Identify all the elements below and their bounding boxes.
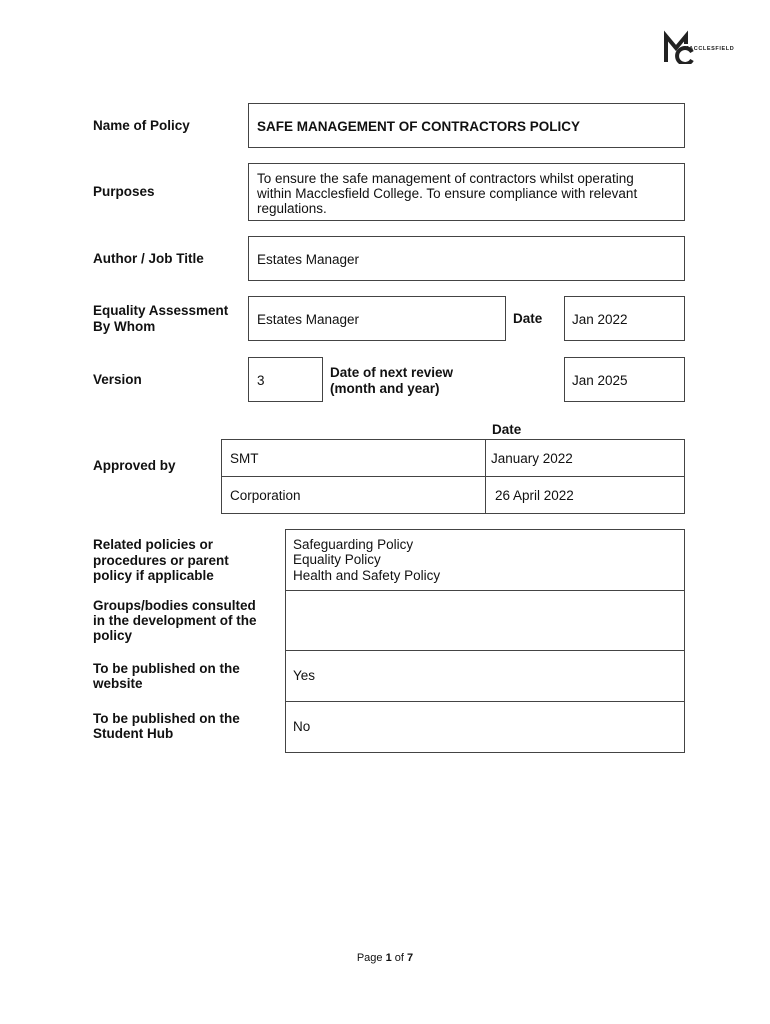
published-hub-label: Student Hub — [93, 726, 174, 741]
equality-date-label: Date — [513, 311, 543, 326]
version-value: 3 — [257, 373, 265, 388]
details-table — [285, 529, 685, 753]
purposes-box — [248, 163, 685, 221]
author-value: Estates Manager — [257, 252, 360, 267]
purposes-line: within Macclesfield College. To ensure compliance with relevant — [257, 186, 638, 201]
page-prefix: Page — [356, 952, 383, 964]
page-number — [0, 952, 770, 964]
equality-label: By Whom — [93, 319, 156, 334]
related-policy-item: Health and Safety Policy — [293, 568, 441, 583]
approved-column-divider — [485, 440, 486, 513]
related-policies-label: Related policies or — [93, 537, 214, 552]
approved-date: 26 April 2022 — [495, 488, 574, 503]
approved-body: Corporation — [230, 488, 301, 503]
groups-consulted-label: policy — [93, 628, 133, 643]
author-label: Author / Job Title — [93, 251, 204, 266]
approved-body: SMT — [230, 451, 259, 466]
details-row-divider — [286, 701, 684, 702]
policy-name-box — [248, 103, 685, 148]
details-row-divider — [286, 590, 684, 591]
approved-date-header: Date — [492, 422, 522, 437]
details-row-divider — [286, 650, 684, 651]
equality-label: Equality Assessment — [93, 303, 229, 318]
published-website-value: Yes — [293, 668, 316, 683]
page-total: 7 — [407, 952, 414, 964]
groups-consulted-label: in the development of the — [93, 613, 257, 628]
equality-date-box — [564, 296, 685, 341]
purposes-line: To ensure the safe management of contractors whilst operating — [257, 171, 634, 186]
next-review-label: (month and year) — [330, 381, 440, 396]
published-website-label: website — [93, 676, 143, 691]
approved-table — [221, 439, 685, 514]
page-of: of — [394, 952, 404, 964]
next-review-box — [564, 357, 685, 402]
page-current: 1 — [385, 952, 392, 964]
equality-value: Estates Manager — [257, 312, 360, 327]
equality-value-box — [248, 296, 506, 341]
purposes-label: Purposes — [93, 184, 155, 199]
groups-consulted-label: Groups/bodies consulted — [93, 598, 256, 613]
related-policies-label: procedures or parent — [93, 553, 229, 568]
purposes-line: regulations. — [257, 201, 327, 216]
next-review-value: Jan 2025 — [572, 373, 628, 388]
logo-wordmark: MACCLESFIELD — [684, 46, 735, 52]
policy-name-value: SAFE MANAGEMENT OF CONTRACTORS POLICY — [257, 119, 581, 134]
policy-name-label: Name of Policy — [93, 118, 190, 133]
next-review-label: Date of next review — [330, 365, 454, 380]
author-box — [248, 236, 685, 281]
approved-label: Approved by — [93, 458, 176, 473]
related-policy-item: Equality Policy — [293, 552, 381, 567]
published-hub-label: To be published on the — [93, 711, 240, 726]
published-website-label: To be published on the — [93, 661, 240, 676]
related-policies-label: policy if applicable — [93, 568, 214, 583]
version-box — [248, 357, 323, 402]
version-label: Version — [93, 372, 142, 387]
related-policy-item: Safeguarding Policy — [293, 537, 414, 552]
equality-date-value: Jan 2022 — [572, 312, 628, 327]
approved-date: January 2022 — [491, 451, 573, 466]
published-hub-value: No — [293, 719, 311, 734]
approved-row-divider — [222, 476, 684, 477]
